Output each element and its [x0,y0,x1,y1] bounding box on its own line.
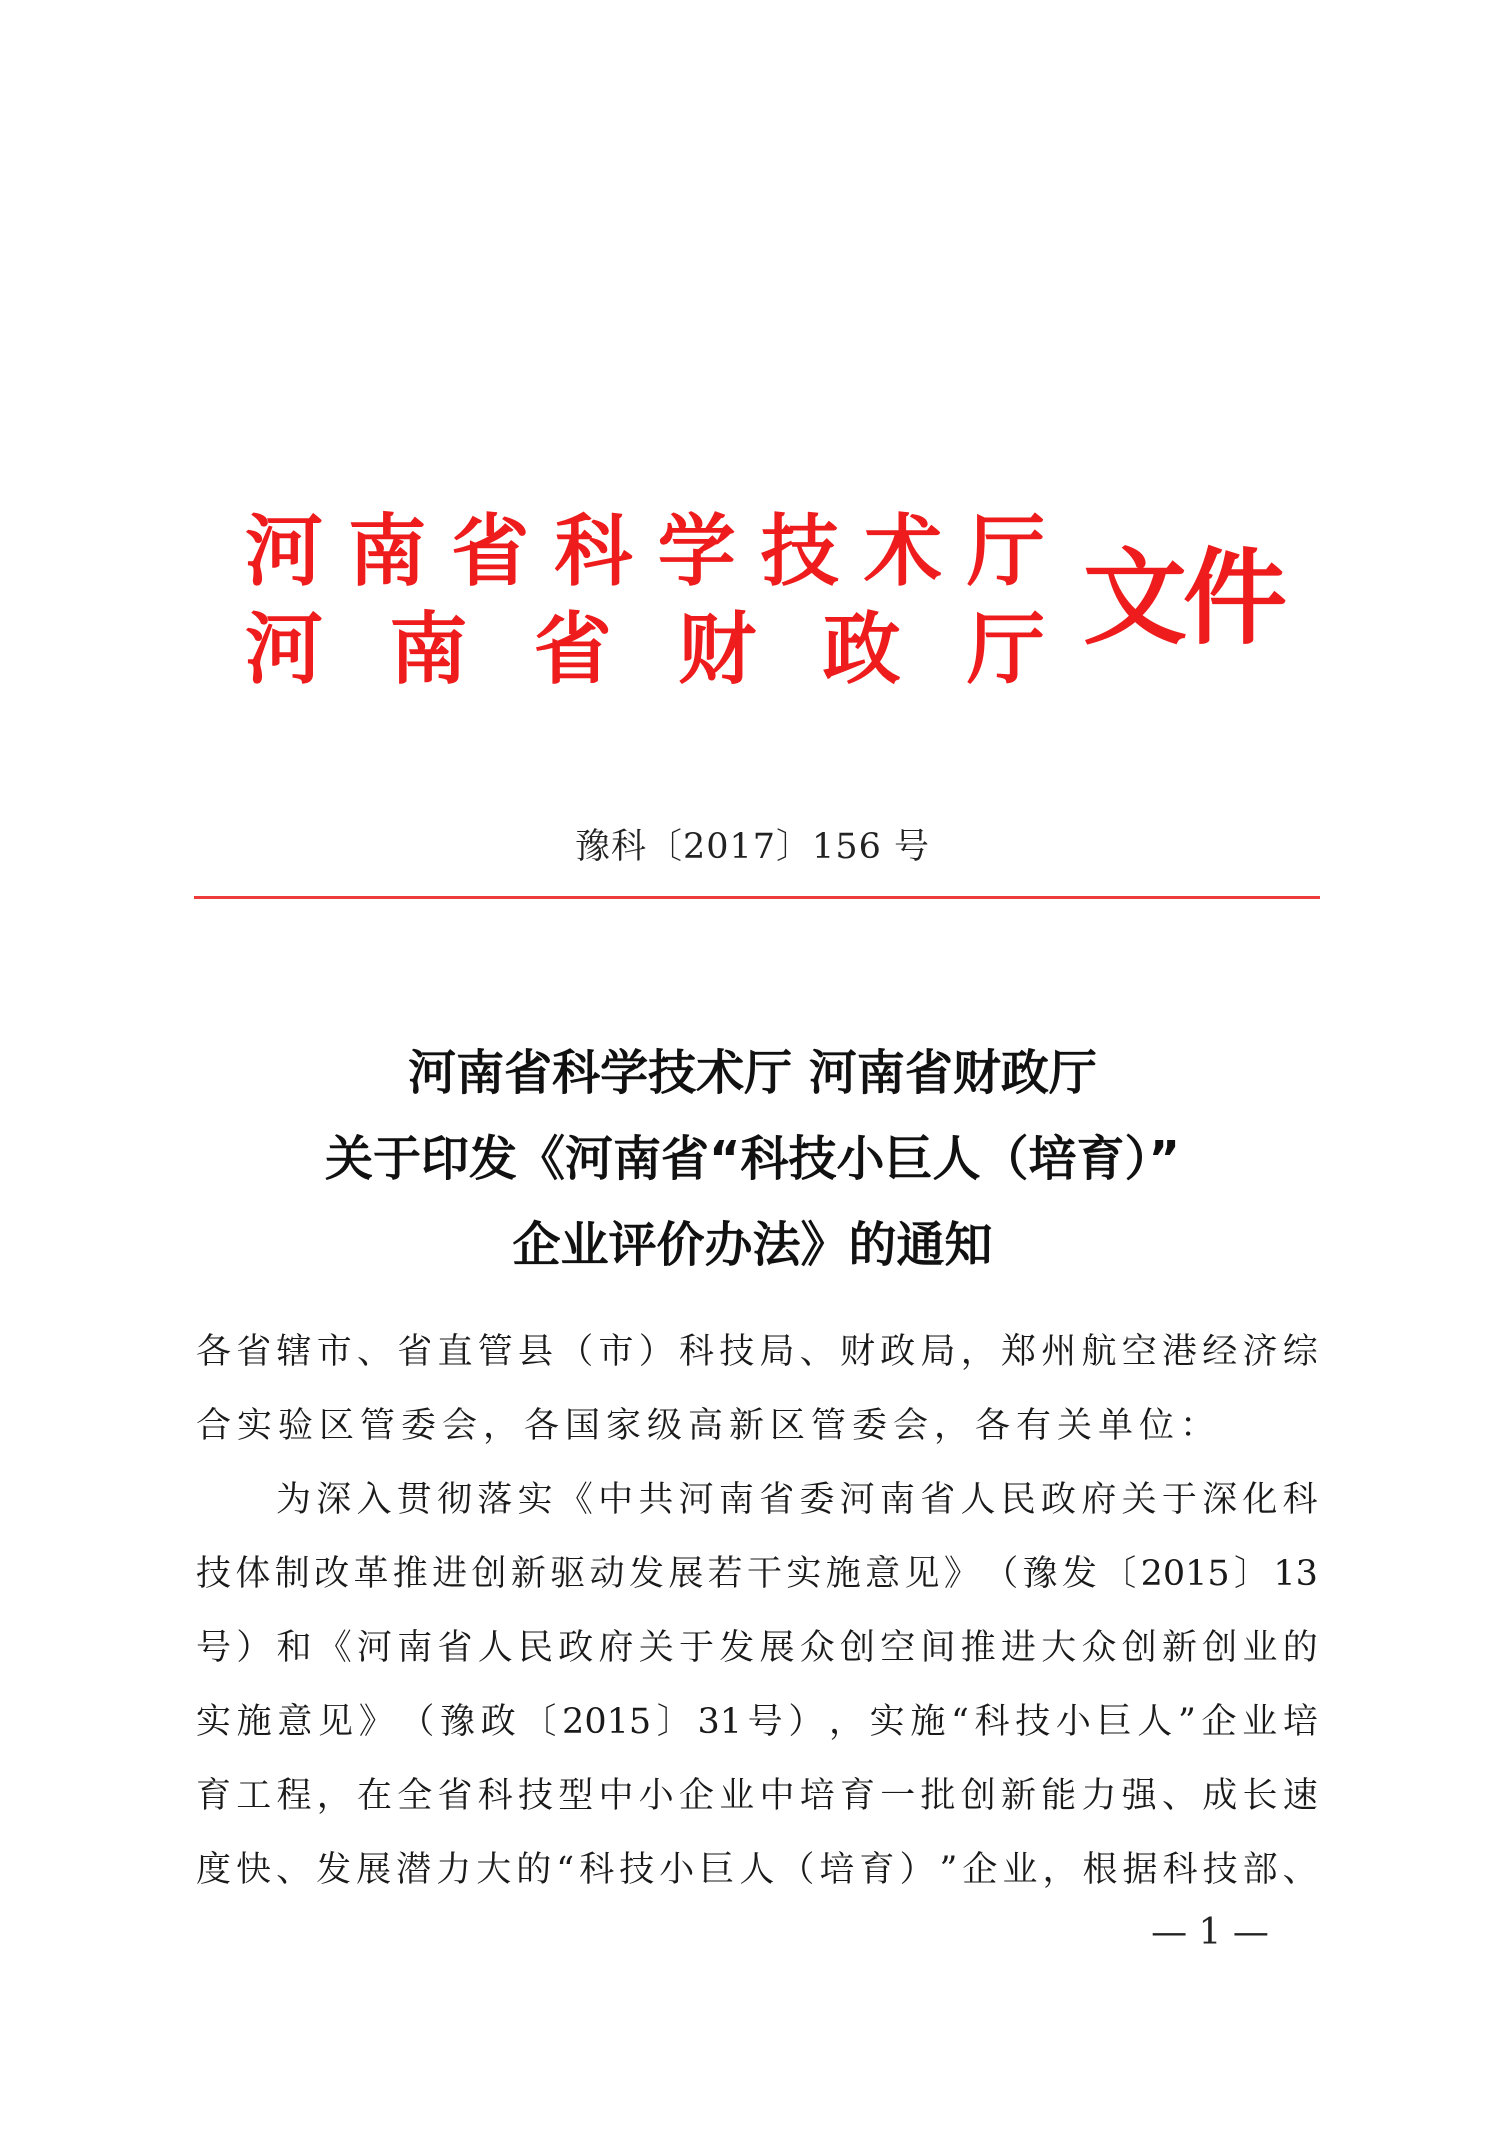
body-text-token: 市 [316,1332,352,1372]
body-text-token: 科 [579,1850,615,1890]
body-text-token: 业 [1242,1702,1278,1742]
body-text-token: 发 [1061,1554,1097,1594]
body-text-token: 大 [1041,1628,1077,1668]
body-text-token: 、 [799,1332,835,1372]
body-text-token: 程 [276,1776,312,1816]
body-text-token: 为 [276,1480,312,1520]
body-text-token: 管 [477,1332,513,1372]
body-text-token: 潜 [396,1850,432,1890]
body-text-token: 豫 [1022,1554,1058,1594]
body-text-token: 南 [397,1628,433,1668]
body-text-token: 间 [920,1628,956,1668]
body-text-token: 小 [638,1776,674,1816]
body-text-token: 号 [747,1702,783,1742]
body-text-token: 中 [598,1776,634,1816]
body-text-token: 见 [318,1702,354,1742]
body-text-token: 31 [697,1702,742,1742]
body-text-token: 新 [510,1554,546,1594]
body-text-token: 工 [236,1776,272,1816]
issuer-char: 省 [533,605,612,695]
body-text-token: 河 [678,1480,714,1520]
body-text-token: 彻 [437,1480,473,1520]
body-text-token: 实 [517,1480,553,1520]
body-text-token: 据 [1122,1850,1158,1890]
body-text-token: 干 [747,1554,783,1594]
title-line-2: 关于印发《河南省“科技小巨人（培育）” [324,1131,1181,1187]
issuer-char: 学 [657,507,736,597]
body-text-token: 〔 [521,1702,557,1742]
body-text-token: 省 [920,1480,956,1520]
notice-body [196,1315,1318,1907]
body-text-token: 进 [1001,1628,1037,1668]
body-text-token: 于 [1161,1480,1197,1520]
body-text-token: 辖 [276,1332,312,1372]
body-text-token: 展 [668,1554,704,1594]
body-text-token: 革 [353,1554,389,1594]
body-text-token: 新 [1162,1628,1198,1668]
body-text-token: 发 [628,1554,664,1594]
body-text-token: 小 [1055,1702,1091,1742]
body-text-token: 南 [879,1480,915,1520]
body-text-token: 府 [598,1628,634,1668]
body-text-token: 巨 [699,1850,735,1890]
body-text-token: 力 [436,1850,472,1890]
body-text-token: 、 [1162,1776,1198,1816]
body-text-token: 创 [960,1776,996,1816]
body-text-token: 和 [276,1628,312,1668]
body-text-token: 科 [1162,1850,1198,1890]
body-line [196,1463,1318,1537]
body-text-token: 创 [1121,1628,1157,1668]
body-text-token: （ [399,1702,435,1742]
issuer-char: 科 [554,507,633,597]
body-text-token: 企 [1201,1702,1237,1742]
body-text-token: 新 [1001,1776,1037,1816]
body-text-token: 府 [1081,1480,1117,1520]
body-text-token: 动 [589,1554,625,1594]
body-text-token: 培 [799,1776,835,1816]
body-text-token: 培 [1282,1702,1318,1742]
issuer-char: 政 [822,605,901,695]
issuer-char: 河 [245,507,324,597]
body-text-token: 2015 [1140,1554,1230,1594]
document-number: 豫科〔2017〕156 号 [574,827,930,867]
body-text-token: 政 [480,1702,516,1742]
body-line [196,1833,1318,1907]
body-text-token: 财 [840,1332,876,1372]
body-text-token: 大 [476,1850,512,1890]
body-text-token: 深 [1202,1480,1238,1520]
body-text-token: 科 [679,1332,715,1372]
body-line: 合实验区管委会，各国家级高新区管委会，各有关单位： [196,1406,1222,1446]
body-text-token: 》 [358,1702,394,1742]
body-text-token: 豫 [440,1702,476,1742]
body-text-token: 综 [1282,1332,1318,1372]
body-text-token: 州 [1041,1332,1077,1372]
body-text-token: 共 [638,1480,674,1520]
body-text-token: 委 [799,1480,835,1520]
red-divider-line [194,896,1320,899]
body-text-token: 技 [1015,1702,1051,1742]
body-text-token: 业 [719,1776,755,1816]
body-text-token: 经 [1202,1332,1238,1372]
body-text-token: 在 [357,1776,393,1816]
body-text-token: 实 [196,1702,232,1742]
body-text-token: 众 [799,1628,835,1668]
body-text-token: 实 [869,1702,905,1742]
body-text-token: 河 [839,1480,875,1520]
body-text-token: 速 [1282,1776,1318,1816]
body-text-token: 发 [316,1850,352,1890]
title-line-1: 河南省科学技术厅 河南省财政厅 [408,1045,1097,1101]
body-text-token: “ [951,1702,969,1742]
body-text-token: 育 [859,1850,895,1890]
body-text-token: 政 [1041,1480,1077,1520]
issuer-char: 省 [451,507,530,597]
issuer-line-finance-department [245,603,1045,698]
body-text-token: 《 [316,1628,352,1668]
body-text-token: 度 [196,1850,232,1890]
body-text-token: 于 [679,1628,715,1668]
body-text-token: ” [939,1850,958,1890]
body-text-token: 省 [437,1628,473,1668]
body-text-token: 济 [1242,1332,1278,1372]
body-text-token: 一 [880,1776,916,1816]
issuer-char: 厅 [966,605,1045,695]
body-text-token: 育 [840,1776,876,1816]
body-text-token: 、 [1282,1850,1318,1890]
body-text-token: 推 [960,1628,996,1668]
body-text-token: “ [556,1850,575,1890]
body-text-token: 局 [920,1332,956,1372]
title-line-3: 企业评价办法》的通知 [512,1217,993,1273]
body-text-token: 县 [518,1332,554,1372]
body-text-token: 见 [904,1554,940,1594]
body-text-token: （ [558,1332,594,1372]
body-text-token: 培 [819,1850,855,1890]
body-text-token: 强 [1121,1776,1157,1816]
body-text-token: 部 [1242,1850,1278,1890]
body-text-token: 2015 [562,1702,652,1742]
body-text-token: 空 [880,1628,916,1668]
body-text-token: 、 [357,1332,393,1372]
body-text-token: 河 [357,1628,393,1668]
body-text-token: 全 [397,1776,433,1816]
body-text-token: 推 [392,1554,428,1594]
body-text-token: 技 [1202,1850,1238,1890]
body-text-token: 空 [1121,1332,1157,1372]
body-text-token: 进 [432,1554,468,1594]
body-text-token: 人 [739,1850,775,1890]
document-masthead [0,0,1505,867]
body-text-token: 化 [1242,1480,1278,1520]
body-text-token: 各 [196,1332,232,1372]
body-text-token: 局 [759,1332,795,1372]
body-text-token: 科 [1282,1480,1318,1520]
body-text-token: 中 [598,1480,634,1520]
issuer-char: 厅 [966,507,1045,597]
body-text-token: 批 [920,1776,956,1816]
body-text-token: 政 [558,1628,594,1668]
body-text-token: ） [899,1850,935,1890]
body-line [196,1315,1318,1389]
body-text-token: 发 [719,1628,755,1668]
body-text-token: 巨 [1096,1702,1132,1742]
body-text-token: 型 [558,1776,594,1816]
body-text-token: 施 [910,1702,946,1742]
body-text-token: 民 [1000,1480,1036,1520]
body-text-token: 省 [397,1332,433,1372]
body-text-token: 长 [1242,1776,1278,1816]
body-text-token: ） [788,1702,824,1742]
body-text-token: 人 [1137,1702,1173,1742]
body-text-token: 市 [598,1332,634,1372]
body-text-token: （ [779,1850,815,1890]
body-text-token: 省 [236,1332,272,1372]
body-text-token: 〕 [656,1702,692,1742]
issuer-char: 河 [245,605,324,695]
body-text-token: 创 [471,1554,507,1594]
body-text-token: 郑 [1001,1332,1037,1372]
body-line [196,1685,1318,1759]
body-text-token: ） [638,1332,674,1372]
body-text-token: 深 [316,1480,352,1520]
body-text-token: 企 [679,1776,715,1816]
body-text-token: 技 [196,1554,232,1594]
body-text-token: 力 [1081,1776,1117,1816]
body-text-token: 体 [235,1554,271,1594]
issuer-line-science-department [245,505,1045,600]
body-line [196,1611,1318,1685]
body-text-token: 》 [943,1554,979,1594]
body-text-token: 省 [437,1776,473,1816]
body-text-token: 根 [1082,1850,1118,1890]
issuer-char: 财 [678,605,757,695]
body-text-token: 展 [356,1850,392,1890]
body-text-token: 贯 [396,1480,432,1520]
body-text-token: ） [236,1628,272,1668]
body-text-token: 创 [1202,1628,1238,1668]
body-text-token: 意 [865,1554,901,1594]
body-text-token: 改 [314,1554,350,1594]
issuer-char: 南 [389,605,468,695]
body-text-token: 制 [274,1554,310,1594]
body-text-token: 业 [1002,1850,1038,1890]
body-text-token: 意 [277,1702,313,1742]
body-text-token: 众 [1081,1628,1117,1668]
body-text-token: 中 [759,1776,795,1816]
body-text-token: 政 [880,1332,916,1372]
body-text-token: 施 [236,1702,272,1742]
body-line [196,1759,1318,1833]
body-text-token: 施 [825,1554,861,1594]
body-text-token: 小 [659,1850,695,1890]
body-text-token: 的 [516,1850,552,1890]
body-text-token: 民 [518,1628,554,1668]
body-text-token: 技 [619,1850,655,1890]
body-text-token: 《 [557,1480,593,1520]
body-text-token: 直 [437,1332,473,1372]
body-line [196,1537,1318,1611]
issuer-char: 南 [348,507,427,597]
issuer-char: 技 [760,507,839,597]
body-text-token: 若 [707,1554,743,1594]
body-text-token: ” [1177,1702,1196,1742]
body-text-token: 人 [960,1480,996,1520]
body-text-token: 技 [719,1332,755,1372]
body-text-token: ， [960,1332,996,1372]
notice-title [0,1030,1505,1288]
body-text-token: 〔 [1101,1554,1137,1594]
body-text-token: 驱 [550,1554,586,1594]
body-text-token: ， [316,1776,352,1816]
issuer-char: 术 [863,507,942,597]
body-text-token: 号 [196,1628,232,1668]
body-text-token: ， [1042,1850,1078,1890]
body-text-token: 人 [477,1628,513,1668]
body-text-token: 落 [477,1480,513,1520]
body-text-token: 13 [1273,1554,1318,1594]
body-text-token: （ [983,1554,1019,1594]
body-text-token: 科 [477,1776,513,1816]
body-text-token: 技 [518,1776,554,1816]
body-text-token: 企 [962,1850,998,1890]
body-text-token: 成 [1202,1776,1238,1816]
body-text-token: 〕 [1234,1554,1270,1594]
body-text-token: 实 [786,1554,822,1594]
body-text-token: ， [829,1702,865,1742]
body-text-token: 关 [638,1628,674,1668]
body-text-token: 港 [1162,1332,1198,1372]
body-text-token: 关 [1121,1480,1157,1520]
body-text-token: 创 [840,1628,876,1668]
body-text-token: 南 [718,1480,754,1520]
document-suffix: 文件 [1083,537,1284,659]
body-text-token: 省 [759,1480,795,1520]
body-text-token: 业 [1242,1628,1278,1668]
body-text-token: 科 [974,1702,1010,1742]
body-text-token: 育 [196,1776,232,1816]
body-text-token: 能 [1041,1776,1077,1816]
body-text-token: 入 [356,1480,392,1520]
body-text-token: 的 [1282,1628,1318,1668]
body-text-token: 展 [759,1628,795,1668]
body-text-token: 航 [1081,1332,1117,1372]
body-text-token: 、 [276,1850,312,1890]
page-number: — 1 — [1151,1912,1269,1953]
body-text-token: 快 [236,1850,272,1890]
